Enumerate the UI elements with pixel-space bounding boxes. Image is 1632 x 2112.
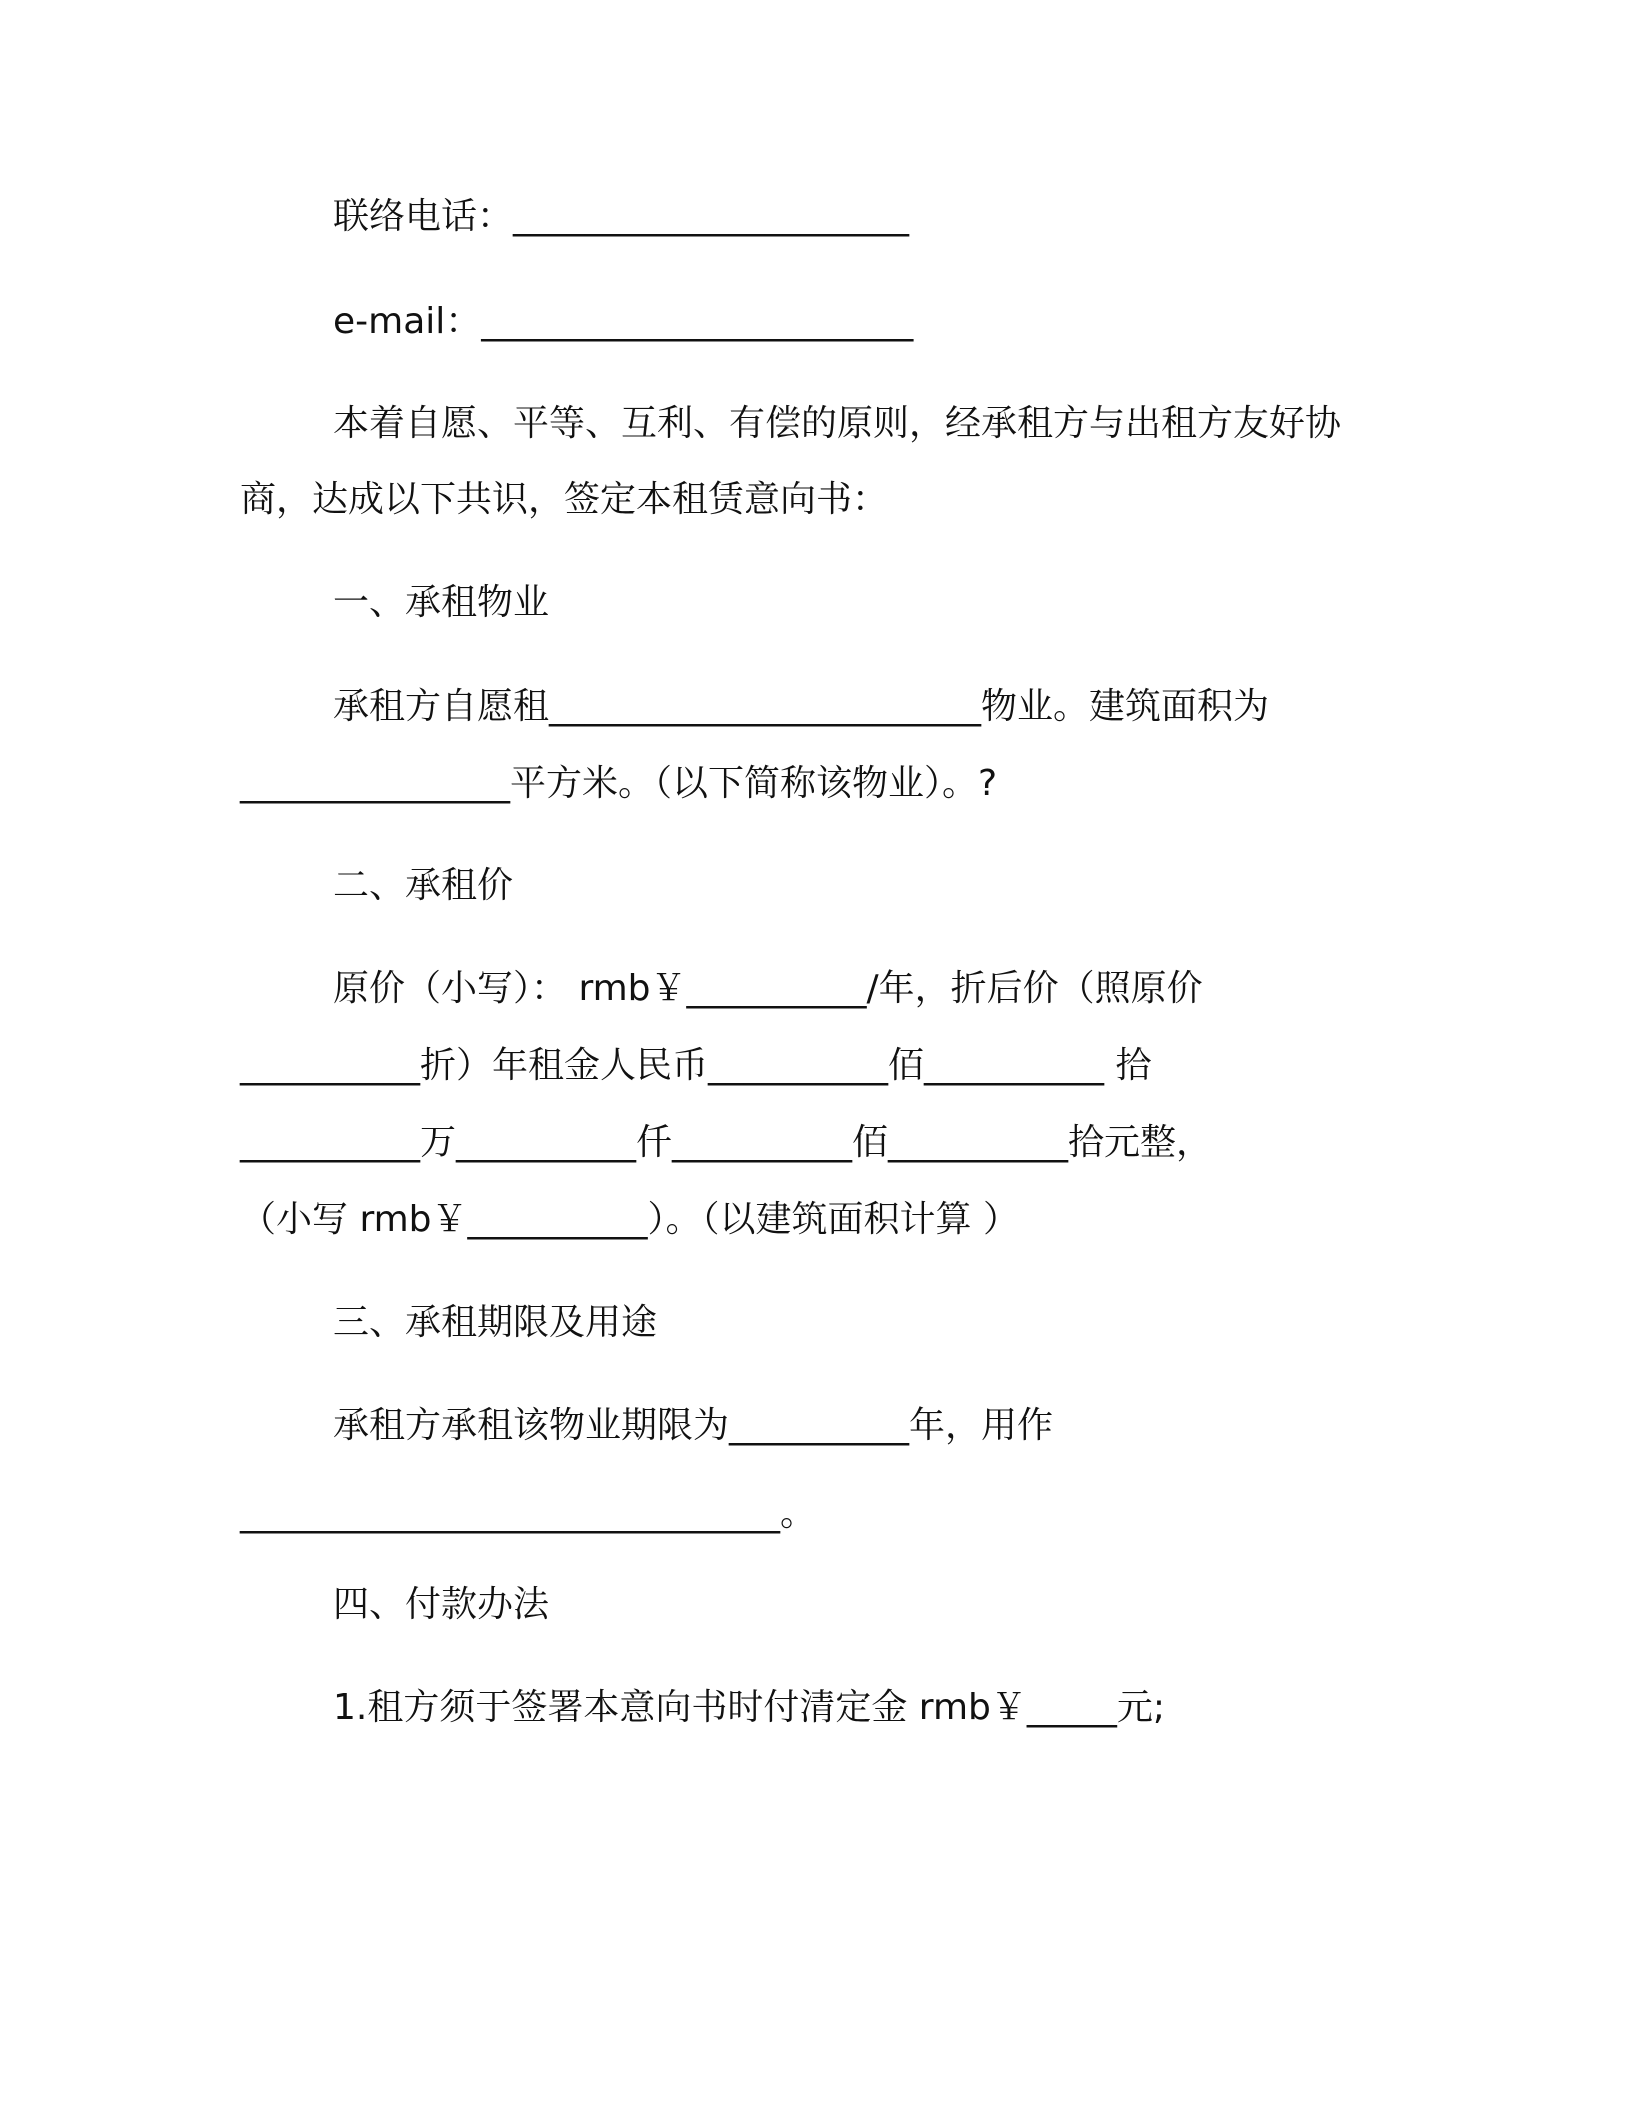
section-3-heading: 三、承租期限及用途 [333,1302,658,1343]
section-1-heading: 一、承租物业 [333,582,550,623]
email-line: e-mail：________________________ [333,301,914,342]
section-2-heading: 二、承租价 [333,865,514,906]
section-2-text-line-4: （小写 rmb￥__________）。（以建筑面积计算 ） [240,1199,1019,1240]
section-2-text-line-2: __________折）年租金人民币__________佰__________ 拾 [240,1045,1152,1086]
section-1-text-line-2: _______________平方米。（以下简称该物业）。? [240,763,998,804]
intro-paragraph-line-1: 本着自愿、平等、互利、有偿的原则，经承租方与出租方友好协 [333,403,1342,444]
section-4-heading: 四、付款办法 [333,1584,550,1625]
section-2-text-line-3: __________万__________仟__________佰__________拾元整， [240,1122,1213,1163]
intro-paragraph-line-2: 商，达成以下共识，签定本租赁意向书： [240,479,889,520]
section-3-text-line-2: ______________________________。 [240,1493,816,1534]
section-4-item-1: 1.租方须于签署本意向书时付清定金 rmb￥_____元; [333,1687,1166,1728]
section-2-text-line-1: 原价（小写）： rmb￥__________/年，折后价（照原价 [333,968,1203,1009]
contact-phone-line: 联络电话：______________________ [333,196,910,237]
section-3-text-line-1: 承租方承租该物业期限为__________年，用作 [333,1405,1054,1446]
section-1-text-line-1: 承租方自愿租________________________物业。建筑面积为 [333,686,1270,727]
